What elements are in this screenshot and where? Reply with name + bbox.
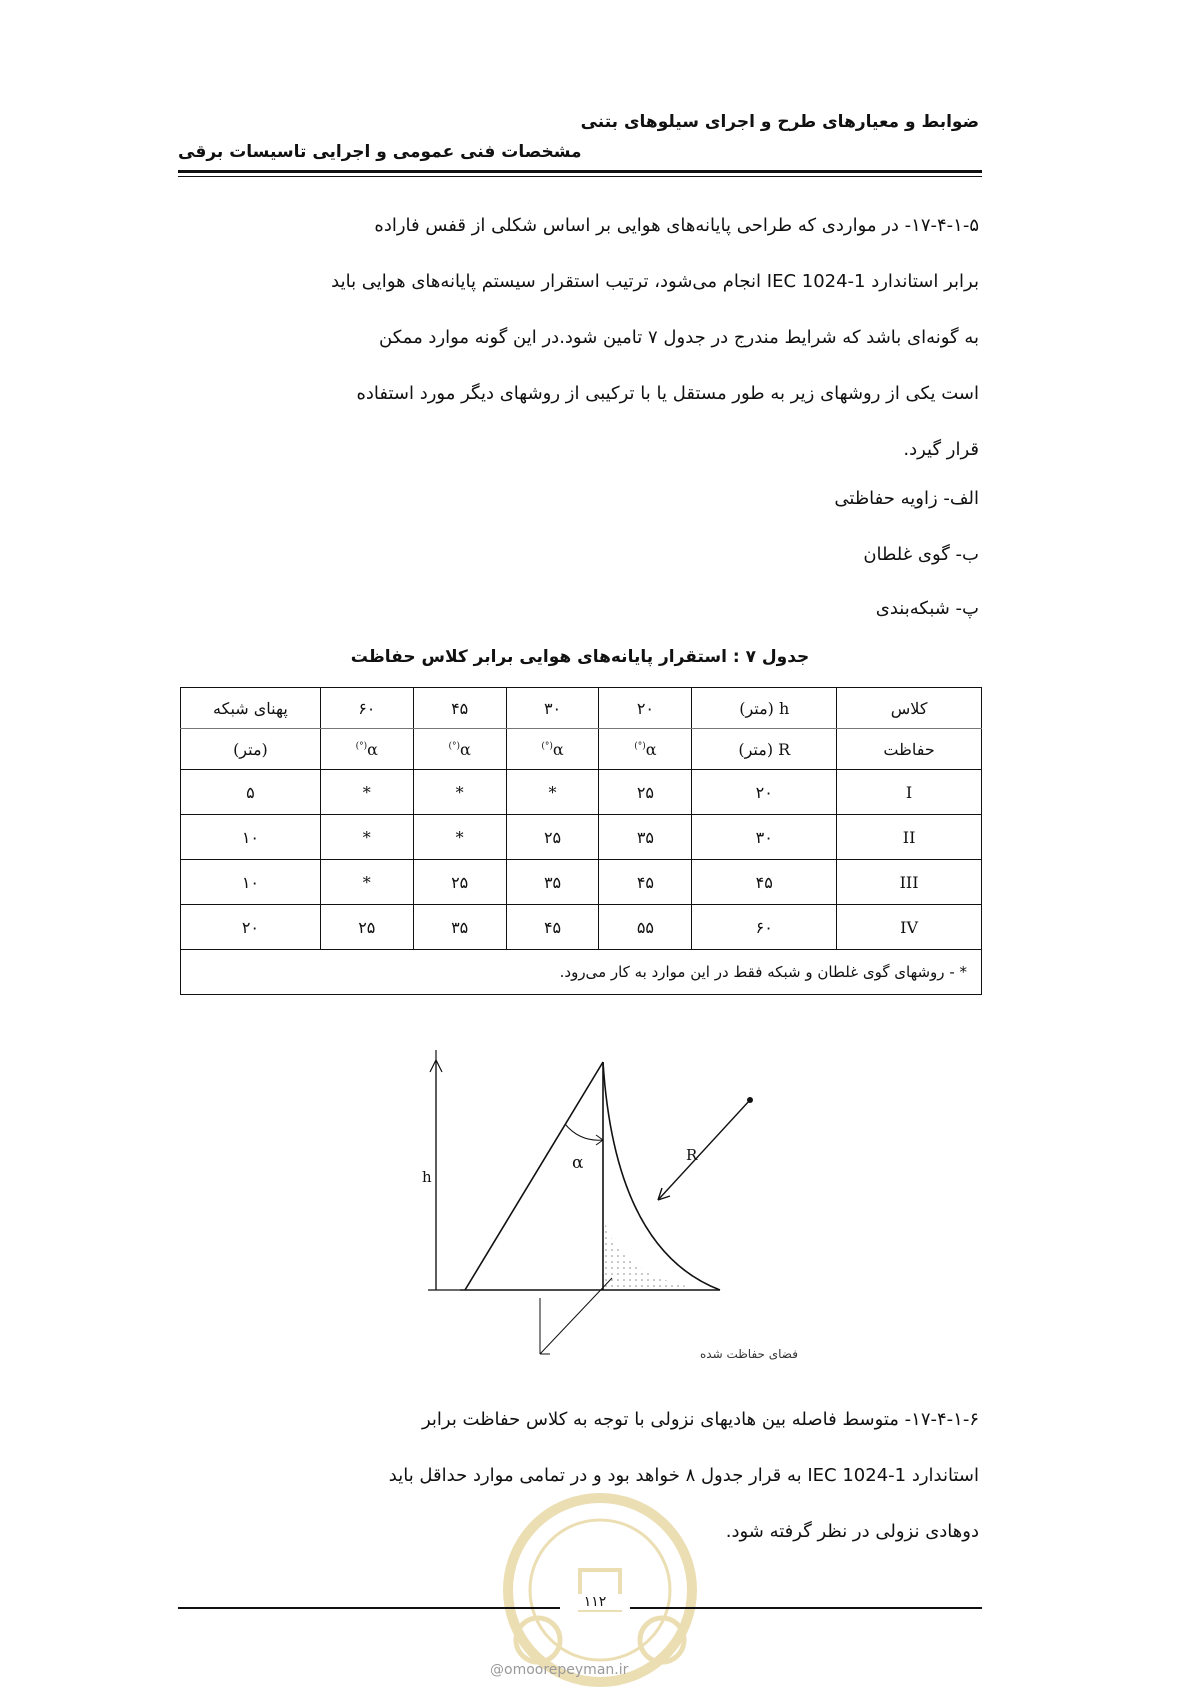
cell-class: IV [837,905,982,950]
cell-alpha-20: ۴۵ [599,860,692,905]
page-number: ۱۱۲ [560,1594,630,1610]
cell-alpha-60: * [320,860,413,905]
method-item-rolling-sphere: ب- گوی غلطان [863,544,979,565]
cell-class: I [837,770,982,815]
cell-radius: ۶۰ [692,905,837,950]
cell-alpha-45: ۲۵ [413,860,506,905]
cell-alpha-30: ۴۵ [506,905,599,950]
cell-alpha-45: * [413,770,506,815]
cell-radius: ۲۰ [692,770,837,815]
source-watermark-text: @omoorepeyman.ir [490,1662,629,1678]
cell-radius: ۴۵ [692,860,837,905]
header-rule-thin [178,176,982,177]
radius-arrow [658,1100,750,1200]
paragraph-line: است یکی از روشهای زیر به طور مستقل یا با ترکیبی از روشهای دیگر مورد استفاده [356,383,979,404]
cell-radius: ۳۰ [692,815,837,860]
cell-alpha-60: ۲۵ [320,905,413,950]
table-note: * - روشهای گوی غلطان و شبکه فقط در این موارد به کار می‌رود. [181,950,982,995]
protective-angle-line [465,1062,603,1290]
paragraph-line: ۱۷-۴-۱-۵- در مواردی که طراحی پایانه‌های هوایی بر اساس شکلی از قفس فاراده [374,215,979,236]
alpha-arc [565,1124,603,1140]
paragraph-line: به گونه‌ای باشد که شرایط مندرج در جدول ۷ تامین شود.در این گونه موارد ممکن [379,327,979,348]
cell-alpha-20: ۳۵ [599,815,692,860]
document-subtitle: مشخصات فنی عمومی و اجرایی تاسیسات برقی [178,142,582,162]
header-height-45: ۴۵ [413,688,506,729]
header-rule-thick [178,170,982,173]
header-height-60: ۶۰ [320,688,413,729]
header-alpha: α(°) [506,729,599,770]
header-mesh-unit: (متر) [181,729,321,770]
cell-alpha-60: * [320,815,413,860]
cell-alpha-20: ۲۵ [599,770,692,815]
header-class: کلاس [837,688,982,729]
method-item-mesh: پ- شبکه‌بندی [875,598,979,619]
cell-alpha-30: * [506,770,599,815]
table-row [181,815,982,860]
cell-mesh: ۵ [181,770,321,815]
paragraph-line: برابر استاندارد IEC 1024-1 انجام می‌شود، ترتیب استقرار سیستم پایانه‌های هوایی باید [331,271,979,292]
figure-label-alpha: α [572,1153,584,1173]
header-radius-sub: R (متر) [692,729,837,770]
header-height-radius: h (متر) [692,688,837,729]
cell-mesh: ۱۰ [181,815,321,860]
cell-class: III [837,860,982,905]
header-alpha: α(°) [413,729,506,770]
paragraph-line: ۱۷-۴-۱-۶- متوسط فاصله بین هادیهای نزولی با توجه به کلاس حفاظت برابر [421,1409,979,1430]
header-height-20: ۲۰ [599,688,692,729]
cell-alpha-20: ۵۵ [599,905,692,950]
cell-alpha-45: ۳۵ [413,905,506,950]
table-note-row [181,950,982,995]
cell-alpha-30: ۳۵ [506,860,599,905]
figure-label-h: h [422,1168,432,1186]
header-mesh-width: پهنای شبکه [181,688,321,729]
method-item-protective-angle: الف- زاویه حفاظتی [834,488,979,509]
figure-label-r: R [686,1146,698,1164]
watermark-seal [480,1490,720,1690]
cell-mesh: ۲۰ [181,905,321,950]
header-height-30: ۳۰ [506,688,599,729]
figure-label-protected-space: فضای حفاظت شده [700,1347,798,1361]
paragraph-line: استاندارد IEC 1024-1 به قرار جدول ۸ خواهد بود و در تمامی موارد حداقل باید [388,1465,979,1486]
table-row [181,860,982,905]
table-header-row [181,729,982,770]
protection-class-table [180,687,982,995]
header-alpha: α(°) [320,729,413,770]
section-17-4-1-5-paragraph [243,198,979,478]
table-header-row [181,688,982,729]
protection-zone-diagram [400,1050,798,1370]
header-alpha: α(°) [599,729,692,770]
cell-alpha-60: * [320,770,413,815]
document-title: ضوابط و معیارهای طرح و اجرای سیلوهای بتنی [580,112,979,132]
cell-alpha-45: * [413,815,506,860]
table-row [181,905,982,950]
header-class-sub: حفاظت [837,729,982,770]
cell-mesh: ۱۰ [181,860,321,905]
cell-class: II [837,815,982,860]
cell-alpha-30: ۲۵ [506,815,599,860]
table-caption: جدول ۷ : استقرار پایانه‌های هوایی برابر کلاس حفاظت [350,647,810,667]
table-row [181,770,982,815]
paragraph-line: دوهادی نزولی در نظر گرفته شود. [725,1521,979,1542]
at-icon: @ [490,1662,504,1678]
paragraph-line: قرار گیرد. [903,439,979,460]
protected-zone-shading [603,1215,705,1290]
